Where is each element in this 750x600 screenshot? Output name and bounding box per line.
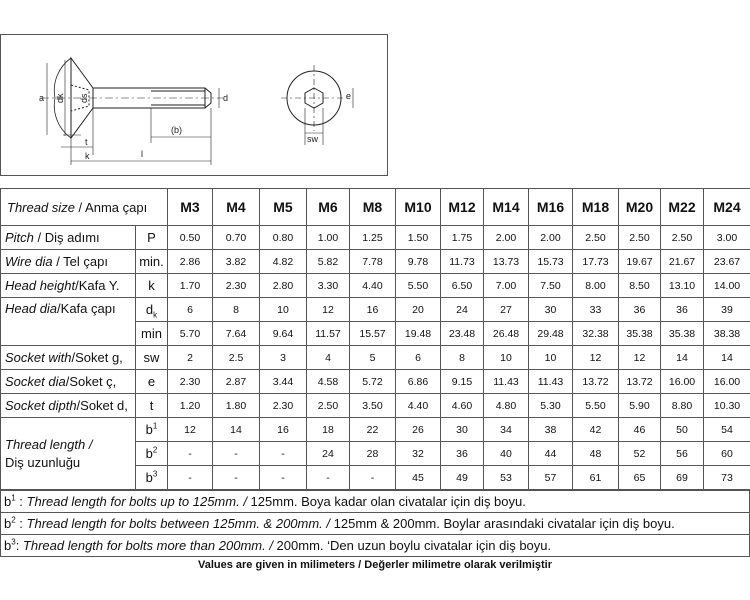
value-cell: 19.67 (619, 250, 661, 274)
value-cell: 1.50 (396, 226, 441, 250)
value-cell: 19.48 (396, 322, 441, 346)
value-cell: 73 (704, 466, 750, 490)
note-sym: b (4, 494, 12, 509)
header-label-en: Thread size (7, 199, 75, 215)
value-cell: 8 (441, 346, 484, 370)
symbol: e (147, 374, 156, 389)
value-cell: 46 (619, 418, 661, 442)
symbol-cell (136, 298, 168, 322)
param-label (1, 346, 136, 370)
size-col: M18 (573, 189, 619, 226)
symbol: sw (143, 350, 160, 365)
param-en: Head height (5, 278, 76, 293)
value-cell: - (350, 466, 396, 490)
size-col: M24 (704, 189, 750, 226)
value-cell: 4.60 (441, 394, 484, 418)
value-cell: 4.82 (260, 250, 307, 274)
value-cell: 42 (573, 418, 619, 442)
value-cell: 5.50 (396, 274, 441, 298)
value-cell: 14.00 (704, 274, 750, 298)
value-cell: 23.67 (704, 250, 750, 274)
value-cell: 11.73 (441, 250, 484, 274)
value-cell: 5 (350, 346, 396, 370)
value-cell: 27 (484, 298, 529, 322)
value-cell: 57 (529, 466, 573, 490)
symbol-cell (136, 274, 168, 298)
symbol-cell (136, 466, 168, 490)
value-cell: 0.50 (168, 226, 213, 250)
note-sym: b (4, 538, 12, 553)
symbol: k (148, 278, 155, 293)
value-cell: 8.80 (661, 394, 704, 418)
size-col: M3 (168, 189, 213, 226)
table-row (1, 394, 750, 418)
value-cell: 38.38 (704, 322, 750, 346)
param-en: Socket with (5, 350, 72, 365)
param-tr: / Tel çapı (52, 254, 108, 269)
value-cell: 32.38 (573, 322, 619, 346)
note-sup: 3 (11, 537, 16, 547)
value-cell: 24 (307, 442, 350, 466)
label-b: (b) (171, 125, 182, 135)
value-cell: 14 (213, 418, 260, 442)
label-dk: dk (55, 93, 65, 103)
value-cell: 16 (260, 418, 307, 442)
size-col: M8 (350, 189, 396, 226)
value-cell: 10.30 (704, 394, 750, 418)
label-k: k (85, 151, 90, 161)
table-row (1, 274, 750, 298)
param-tr: /Soket ç, (65, 374, 117, 389)
note-en: Thread length for bolts up to 125mm. / (26, 494, 247, 509)
size-col: M20 (619, 189, 661, 226)
value-cell: - (260, 442, 307, 466)
symbol-cell (136, 322, 168, 346)
value-cell: 12 (168, 418, 213, 442)
value-cell: 0.70 (213, 226, 260, 250)
value-cell: 49 (441, 466, 484, 490)
value-cell: 38 (529, 418, 573, 442)
symbol-cell (136, 250, 168, 274)
value-cell: 10 (529, 346, 573, 370)
note-lead: : (15, 516, 27, 531)
param-label (1, 370, 136, 394)
value-cell: 5.50 (573, 394, 619, 418)
value-cell: 1.80 (213, 394, 260, 418)
note-sup: 1 (11, 493, 16, 503)
value-cell: 3.30 (307, 274, 350, 298)
label-sw: sw (307, 134, 318, 144)
header-thread-size (1, 189, 168, 226)
value-cell: 18 (307, 418, 350, 442)
param-en: Socket dia (5, 374, 66, 389)
label-l: l (141, 149, 143, 159)
value-cell: 16.00 (661, 370, 704, 394)
label-d: d (223, 93, 229, 103)
value-cell: 8.00 (573, 274, 619, 298)
value-cell: 29.48 (529, 322, 573, 346)
value-cell: 26 (396, 418, 441, 442)
value-cell: 40 (484, 442, 529, 466)
size-col: M10 (396, 189, 441, 226)
units-footer: Values are given in milimeters / Değerler milimetre olarak verilmiştir (197, 559, 552, 571)
value-cell: 1.25 (350, 226, 396, 250)
screw-diagram (1, 35, 389, 177)
value-cell: 36 (619, 298, 661, 322)
value-cell: 1.00 (307, 226, 350, 250)
param-label (1, 226, 136, 250)
symbol-cell (136, 370, 168, 394)
value-cell: 3.00 (704, 226, 750, 250)
value-cell: 2.50 (573, 226, 619, 250)
symbol-sub: k (153, 310, 158, 320)
value-cell: 17.73 (573, 250, 619, 274)
param-label (1, 250, 136, 274)
value-cell: 56 (661, 442, 704, 466)
symbol-sup: 1 (152, 421, 158, 431)
value-cell: 36 (661, 298, 704, 322)
value-cell: 6 (168, 298, 213, 322)
technical-drawing (0, 34, 388, 176)
symbol-cell (136, 226, 168, 250)
value-cell: 5.72 (350, 370, 396, 394)
param-tr: / Diş adımı (33, 230, 100, 245)
value-cell: 54 (704, 418, 750, 442)
param-en: Pitch (5, 230, 34, 245)
value-cell: - (260, 466, 307, 490)
param-en: Head dia (5, 301, 58, 316)
value-cell: 61 (573, 466, 619, 490)
value-cell: 2.50 (661, 226, 704, 250)
note-sym: b (4, 516, 12, 531)
value-cell: 6 (396, 346, 441, 370)
size-col: M14 (484, 189, 529, 226)
note-en: Thread length for bolts between 125mm. & 200mm. / (26, 516, 331, 531)
thread-length-en: Thread length / (5, 436, 93, 452)
value-cell: 6.86 (396, 370, 441, 394)
value-cell: 2.80 (260, 274, 307, 298)
param-label (1, 298, 136, 346)
value-cell: 32 (396, 442, 441, 466)
value-cell: 5.82 (307, 250, 350, 274)
value-cell: 11.43 (484, 370, 529, 394)
table-header-row (1, 189, 750, 226)
symbol-sup: 3 (152, 469, 158, 479)
value-cell: 7.78 (350, 250, 396, 274)
size-col: M4 (213, 189, 260, 226)
value-cell: 10 (484, 346, 529, 370)
table-row (1, 226, 750, 250)
note-en: Thread length for bolts more than 200mm. / (22, 538, 273, 553)
value-cell: 69 (661, 466, 704, 490)
value-cell: 16.00 (704, 370, 750, 394)
param-tr: /Soket d, (76, 398, 128, 413)
value-cell: 2.5 (213, 346, 260, 370)
table-row (1, 250, 750, 274)
symbol: b (145, 470, 153, 485)
size-col: M22 (661, 189, 704, 226)
value-cell: 2.30 (168, 370, 213, 394)
value-cell: 6.50 (441, 274, 484, 298)
symbol-cell (136, 418, 168, 442)
value-cell: 60 (704, 442, 750, 466)
value-cell: 35.38 (661, 322, 704, 346)
value-cell: 9.64 (260, 322, 307, 346)
symbol-cell (136, 442, 168, 466)
value-cell: 52 (619, 442, 661, 466)
value-cell: 9.78 (396, 250, 441, 274)
value-cell: 4 (307, 346, 350, 370)
value-cell: 7.00 (484, 274, 529, 298)
size-col: M6 (307, 189, 350, 226)
label-ds: ds (79, 93, 89, 103)
note-tr: 200mm. ‘Den uzun boylu civatalar için diş boyu. (272, 538, 552, 553)
value-cell: 33 (573, 298, 619, 322)
value-cell: 16 (350, 298, 396, 322)
value-cell: 9.15 (441, 370, 484, 394)
value-cell: - (307, 466, 350, 490)
value-cell: 13.10 (661, 274, 704, 298)
symbol: b (145, 422, 153, 437)
value-cell: 3.50 (350, 394, 396, 418)
value-cell: 2.87 (213, 370, 260, 394)
value-cell: 2.30 (260, 394, 307, 418)
symbol-cell (136, 346, 168, 370)
symbol: t (149, 398, 154, 413)
value-cell: 7.50 (529, 274, 573, 298)
table-row (1, 370, 750, 394)
size-col: M5 (260, 189, 307, 226)
value-cell: 2 (168, 346, 213, 370)
value-cell: 11.43 (529, 370, 573, 394)
value-cell: 5.30 (529, 394, 573, 418)
value-cell: 2.86 (168, 250, 213, 274)
value-cell: 4.40 (350, 274, 396, 298)
value-cell: - (168, 466, 213, 490)
param-label (1, 418, 136, 490)
value-cell: 23.48 (441, 322, 484, 346)
value-cell: 5.70 (168, 322, 213, 346)
value-cell: 22 (350, 418, 396, 442)
footnote-b1 (0, 490, 750, 513)
value-cell: 8 (213, 298, 260, 322)
value-cell: 48 (573, 442, 619, 466)
value-cell: 20 (396, 298, 441, 322)
value-cell: 11.57 (307, 322, 350, 346)
symbol: b (145, 446, 153, 461)
value-cell: 2.50 (307, 394, 350, 418)
value-cell: 1.75 (441, 226, 484, 250)
value-cell: 35.38 (619, 322, 661, 346)
param-label (1, 274, 136, 298)
note-tr: 125mm & 200mm. Boylar arasındaki civatalar için diş boyu. (330, 516, 675, 531)
table-row (1, 418, 750, 442)
value-cell: 44 (529, 442, 573, 466)
symbol: P (147, 230, 156, 245)
value-cell: 21.67 (661, 250, 704, 274)
value-cell: 13.73 (484, 250, 529, 274)
param-label (1, 394, 136, 418)
value-cell: - (168, 442, 213, 466)
value-cell: 26.48 (484, 322, 529, 346)
value-cell: 4.58 (307, 370, 350, 394)
symbol-cell (136, 394, 168, 418)
value-cell: - (213, 466, 260, 490)
value-cell: 4.40 (396, 394, 441, 418)
table-row (1, 298, 750, 322)
symbol-sup: 2 (152, 445, 158, 455)
value-cell: 36 (441, 442, 484, 466)
note-lead: : (15, 494, 27, 509)
value-cell: 8.50 (619, 274, 661, 298)
size-col: M16 (529, 189, 573, 226)
value-cell: 65 (619, 466, 661, 490)
symbol: min. (139, 254, 164, 269)
value-cell: - (213, 442, 260, 466)
value-cell: 4.80 (484, 394, 529, 418)
value-cell: 12 (307, 298, 350, 322)
value-cell: 2.50 (619, 226, 661, 250)
value-cell: 30 (529, 298, 573, 322)
spec-table (0, 188, 750, 490)
value-cell: 34 (484, 418, 529, 442)
value-cell: 50 (661, 418, 704, 442)
label-a: a (39, 93, 45, 103)
label-t: t (85, 137, 88, 147)
value-cell: 28 (350, 442, 396, 466)
value-cell: 5.90 (619, 394, 661, 418)
value-cell: 2.30 (213, 274, 260, 298)
value-cell: 12 (619, 346, 661, 370)
table-body (1, 226, 750, 490)
note-tr: 125mm. Boya kadar olan civatalar için diş boyu. (246, 494, 526, 509)
value-cell: 0.80 (260, 226, 307, 250)
value-cell: 13.72 (573, 370, 619, 394)
symbol: d (145, 302, 154, 317)
header-label-tr: / Anma çapı (74, 199, 148, 215)
value-cell: 12 (573, 346, 619, 370)
value-cell: 10 (260, 298, 307, 322)
note-lead: : (15, 538, 23, 553)
value-cell: 14 (704, 346, 750, 370)
value-cell: 3 (260, 346, 307, 370)
param-en: Wire dia (5, 254, 53, 269)
value-cell: 3.44 (260, 370, 307, 394)
value-cell: 24 (441, 298, 484, 322)
footnote-b3 (0, 534, 750, 557)
footnote-b2 (0, 512, 750, 535)
value-cell: 1.70 (168, 274, 213, 298)
thread-length-tr: Diş uzunluğu (5, 454, 81, 470)
size-col: M12 (441, 189, 484, 226)
symbol: min (141, 326, 162, 341)
value-cell: 1.20 (168, 394, 213, 418)
value-cell: 15.57 (350, 322, 396, 346)
value-cell: 3.82 (213, 250, 260, 274)
value-cell: 15.73 (529, 250, 573, 274)
value-cell: 45 (396, 466, 441, 490)
label-e: e (346, 91, 352, 101)
value-cell: 30 (441, 418, 484, 442)
value-cell: 39 (704, 298, 750, 322)
param-tr: /Kafa Y. (75, 278, 120, 293)
param-tr: /Kafa çapı (57, 301, 116, 316)
table-row (1, 346, 750, 370)
value-cell: 2.00 (484, 226, 529, 250)
value-cell: 2.00 (529, 226, 573, 250)
value-cell: 13.72 (619, 370, 661, 394)
note-sup: 2 (11, 515, 16, 525)
value-cell: 7.64 (213, 322, 260, 346)
value-cell: 53 (484, 466, 529, 490)
param-en: Socket dipth (5, 398, 77, 413)
value-cell: 14 (661, 346, 704, 370)
param-tr: /Soket g, (71, 350, 123, 365)
